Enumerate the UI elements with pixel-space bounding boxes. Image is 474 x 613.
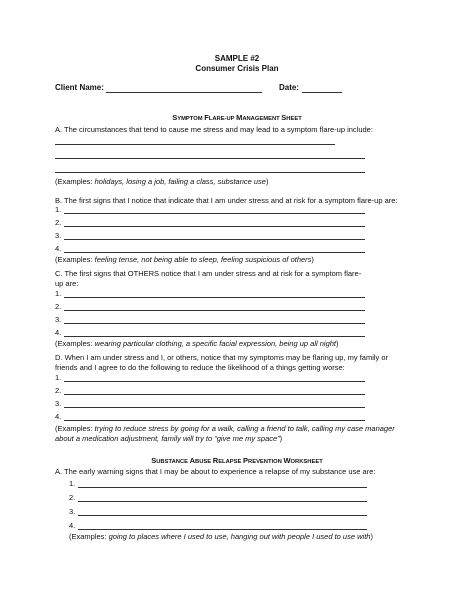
question-a-examples	[55, 177, 268, 187]
question-d-examples-line1	[55, 424, 395, 434]
item-number: 4.	[69, 521, 76, 530]
examples-suffix: )	[279, 434, 283, 443]
question-c-text-line2: up are:	[55, 279, 79, 288]
heading-fragment: BUSE	[195, 459, 213, 465]
heading-fragment: ORKSHEET	[290, 459, 323, 465]
heading-fragment: ANAGEMENT	[242, 116, 282, 122]
heading-fragment: R	[212, 456, 219, 465]
answer-line[interactable]	[78, 501, 367, 502]
examples-text: trying to reduce stress by going for a walk, calling a friend to talk, calling my case manager	[94, 424, 395, 433]
heading-fragment: M	[236, 113, 243, 122]
item-number: 3.	[55, 231, 62, 240]
examples-text: holidays, losing a job, failing a class, substance use	[94, 177, 266, 186]
heading-fragment: W	[283, 456, 291, 465]
answer-line[interactable]	[55, 172, 365, 173]
examples-prefix: (Examples:	[55, 424, 95, 433]
item-number: 4.	[55, 328, 62, 337]
item-number: 3.	[55, 399, 62, 408]
heading-fragment: HEET	[286, 116, 302, 122]
heading-fragment: YMPTOM	[177, 116, 205, 122]
examples-suffix: )	[265, 177, 269, 186]
question-c-examples	[55, 339, 339, 349]
client-name-label: Client Name:	[55, 83, 104, 92]
heading-fragment: S	[281, 113, 287, 122]
item-number: 1.	[55, 289, 62, 298]
examples-text: feeling tense, not being able to sleep, feeling suspicious of others	[94, 255, 312, 264]
item-number: 2.	[55, 302, 62, 311]
question-c-text-line1: C. The first signs that OTHERS notice that I am under stress and at risk for a symptom flare-	[55, 269, 362, 278]
relapse-examples	[69, 532, 373, 542]
answer-line[interactable]	[64, 420, 365, 421]
question-d-text-line1: D. When I am under stress and I, or others, notice that my symptoms may be flaring up, my family or	[55, 353, 389, 362]
examples-prefix: (Examples:	[55, 255, 95, 264]
examples-prefix: (Examples:	[55, 339, 95, 348]
answer-line[interactable]	[64, 297, 365, 298]
item-number: 3.	[55, 315, 62, 324]
examples-prefix: (Examples:	[55, 177, 95, 186]
item-number: 3.	[69, 507, 76, 516]
date-field[interactable]	[302, 92, 342, 93]
examples-text: wearing particular clothing, a specific facial expression, being up all night	[94, 339, 336, 348]
question-d-examples-line2	[55, 434, 282, 444]
question-a-text: A. The circumstances that tend to cause me stress and may lead to a symptom flare-up include:	[55, 125, 373, 134]
item-number: 4.	[55, 244, 62, 253]
question-b-examples	[55, 255, 314, 265]
answer-line[interactable]	[78, 487, 367, 488]
examples-text: going to places where I used to use, hanging out with people I used to use with	[108, 532, 371, 541]
answer-line[interactable]	[64, 336, 365, 337]
heading-fragment: A	[189, 456, 196, 465]
item-number: 2.	[69, 493, 76, 502]
answer-line[interactable]	[55, 144, 335, 145]
examples-prefix: (Examples:	[69, 532, 109, 541]
answer-line[interactable]	[64, 226, 365, 227]
item-number: 1.	[55, 373, 62, 382]
item-number: 2.	[55, 218, 62, 227]
heading-fragment: S	[151, 456, 157, 465]
answer-line[interactable]	[64, 252, 365, 253]
item-number: 1.	[69, 479, 76, 488]
page-subtitle: Consumer Crisis Plan	[195, 64, 279, 73]
examples-suffix: )	[336, 339, 339, 348]
answer-line[interactable]	[64, 323, 365, 324]
heading-fragment: P	[243, 456, 249, 465]
item-number: 4.	[55, 412, 62, 421]
answer-line[interactable]	[78, 529, 367, 530]
heading-fragment: UBSTANCE	[156, 459, 190, 465]
answer-line[interactable]	[64, 394, 365, 395]
answer-line[interactable]	[64, 239, 365, 240]
examples-suffix: )	[370, 532, 373, 541]
page-title: SAMPLE #2	[214, 54, 260, 63]
heading-fragment: LARE-UP	[208, 116, 237, 122]
answer-line[interactable]	[64, 381, 365, 382]
answer-line[interactable]	[55, 158, 365, 159]
examples-text: about a medication adjustment, family will try to “give me my space”	[55, 434, 280, 443]
client-name-field[interactable]	[106, 92, 262, 93]
relapse-question-a-text: A. The early warning signs that I may be about to experience a relapse of my substance use are:	[55, 467, 376, 476]
question-d-text-line2: friends and I agree to do the following to reduce the likelihood of a things getting worse:	[55, 363, 345, 372]
question-b-text: B. The first signs that I notice that indicate that I am under stress and at risk for a symptom flare-up are:	[55, 196, 398, 205]
heading-fragment: REVENTION	[248, 459, 284, 465]
heading-fragment: F	[204, 113, 209, 122]
relapse-prevention-heading	[0, 454, 474, 467]
heading-fragment: ELAPSE	[218, 459, 243, 465]
symptom-management-heading	[0, 111, 474, 124]
item-number: 2.	[55, 386, 62, 395]
answer-line[interactable]	[64, 407, 365, 408]
answer-line[interactable]	[64, 310, 365, 311]
examples-suffix: )	[311, 255, 314, 264]
date-label: Date:	[279, 83, 300, 92]
answer-line[interactable]	[78, 515, 367, 516]
item-number: 1.	[55, 205, 62, 214]
answer-line[interactable]	[64, 213, 365, 214]
heading-fragment: S	[172, 113, 178, 122]
